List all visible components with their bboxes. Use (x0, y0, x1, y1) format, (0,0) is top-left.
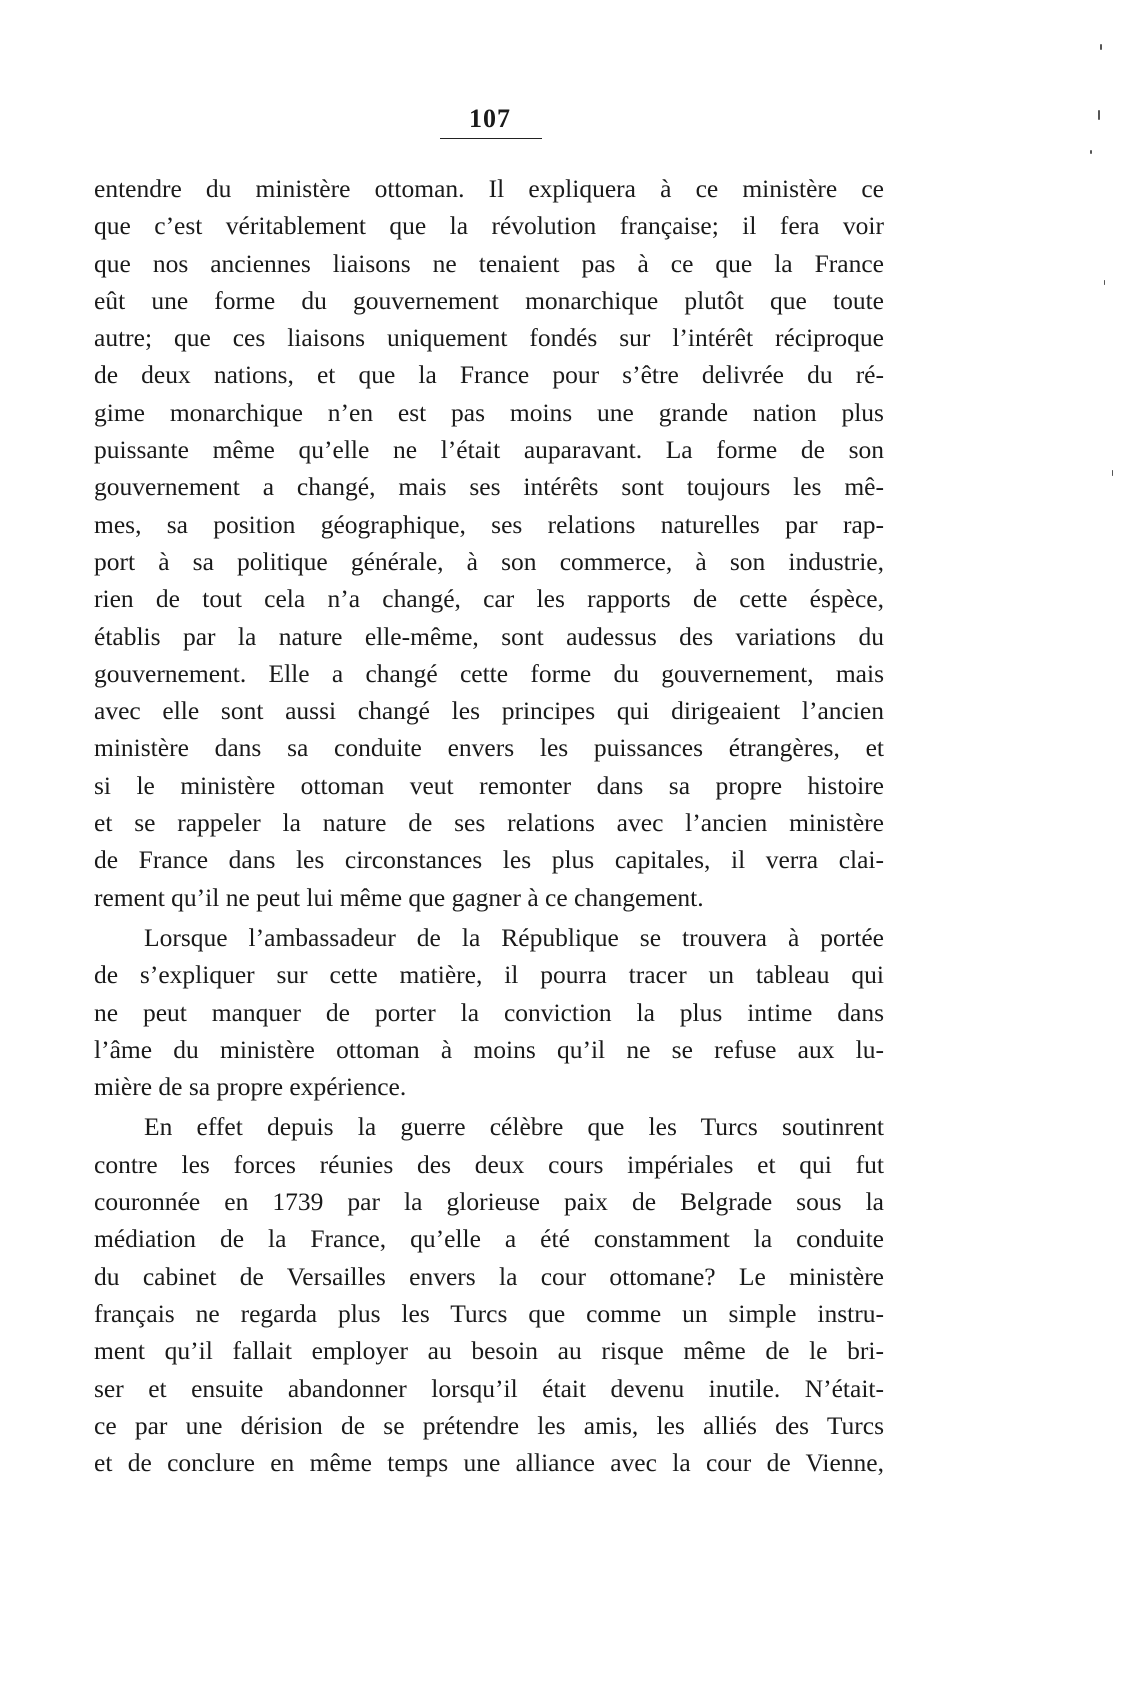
text-line: avec elle sont aussi changé les principes qui dirigeaient l’ancien (94, 696, 884, 726)
text-line: que nos anciennes liaisons ne tenaient pas à ce que la France (94, 248, 884, 278)
text-line: couronnée en 1739 par la glorieuse paix de Belgrade sous la (94, 1187, 884, 1217)
text-line: de France dans les circonstances les plus capitales, il verra clai- (94, 845, 884, 875)
text-line: port à sa politique générale, à son commerce, à son industrie, (94, 546, 884, 576)
text-line: Lorsque l’ambassadeur de la République se trouvera à portée (144, 922, 884, 952)
paragraph (94, 170, 884, 916)
text-line: de deux nations, et que la France pour s’être delivrée du ré- (94, 360, 884, 390)
text-line: l’âme du ministère ottoman à moins qu’il ne se refuse aux lu- (94, 1034, 884, 1064)
text-line: gime monarchique n’en est pas moins une grande nation plus (94, 397, 884, 427)
scan-artifact (1100, 44, 1102, 50)
text-line: ce par une dérision de se prétendre les amis, les alliés des Turcs (94, 1410, 884, 1440)
paragraph (94, 919, 884, 1105)
text-line: autre; que ces liaisons uniquement fondés sur l’intérêt réciproque (94, 323, 884, 353)
text-line: si le ministère ottoman veut remonter dans sa propre histoire (94, 770, 884, 800)
text-line: ministère dans sa conduite envers les puissances étrangères, et (94, 733, 884, 763)
text-line: eût une forme du gouvernement monarchique plutôt que toute (94, 285, 884, 315)
text-line: et de conclure en même temps une alliance avec la cour de Vienne, (94, 1448, 884, 1478)
text-line: mière de sa propre expérience. (94, 1072, 407, 1102)
text-line: médiation de la France, qu’elle a été constamment la conduite (94, 1224, 884, 1254)
scan-artifact (1090, 150, 1092, 154)
text-line: ment qu’il fallait employer au besoin au risque même de le bri- (94, 1336, 884, 1366)
text-line: ne peut manquer de porter la conviction la plus intime dans (94, 997, 884, 1027)
body-text (94, 170, 884, 1481)
scan-artifact (1112, 470, 1113, 476)
text-line: gouvernement. Elle a changé cette forme du gouvernement, mais (94, 658, 884, 688)
text-line: En effet depuis la guerre célèbre que les Turcs soutinrent (144, 1112, 884, 1142)
text-line: mes, sa position géographique, ses relations naturelles par rap- (94, 509, 884, 539)
text-line: contre les forces réunies des deux cours impériales et qui fut (94, 1149, 884, 1179)
text-line: ser et ensuite abandonner lorsqu’il était devenu inutile. N’était- (94, 1373, 884, 1403)
text-line: du cabinet de Versailles envers la cour ottomane? Le ministère (94, 1261, 884, 1291)
text-line: établis par la nature elle-même, sont audessus des variations du (94, 621, 884, 651)
page-number-rule (440, 138, 542, 139)
text-line: que c’est véritablement que la révolution française; il fera voir (94, 211, 884, 241)
text-line: et se rappeler la nature de ses relations avec l’ancien ministère (94, 808, 884, 838)
paragraph (94, 1108, 884, 1481)
text-line: entendre du ministère ottoman. Il expliquera à ce ministère ce (94, 174, 884, 203)
page-number: 107 (469, 104, 511, 133)
text-line: français ne regarda plus les Turcs que comme un simple instru- (94, 1298, 884, 1328)
text-line: rement qu’il ne peut lui même que gagner à ce changement. (94, 882, 704, 912)
scan-artifact (1104, 280, 1105, 285)
text-line: rien de tout cela n’a changé, car les rapports de cette éspèce, (94, 584, 884, 614)
text-line: puissante même qu’elle ne l’était auparavant. La forme de son (94, 435, 884, 465)
scan-artifact (1098, 110, 1100, 120)
text-line: gouvernement a changé, mais ses intérêts sont toujours les mê- (94, 472, 884, 502)
text-line: de s’expliquer sur cette matière, il pourra tracer un tableau qui (94, 960, 884, 990)
